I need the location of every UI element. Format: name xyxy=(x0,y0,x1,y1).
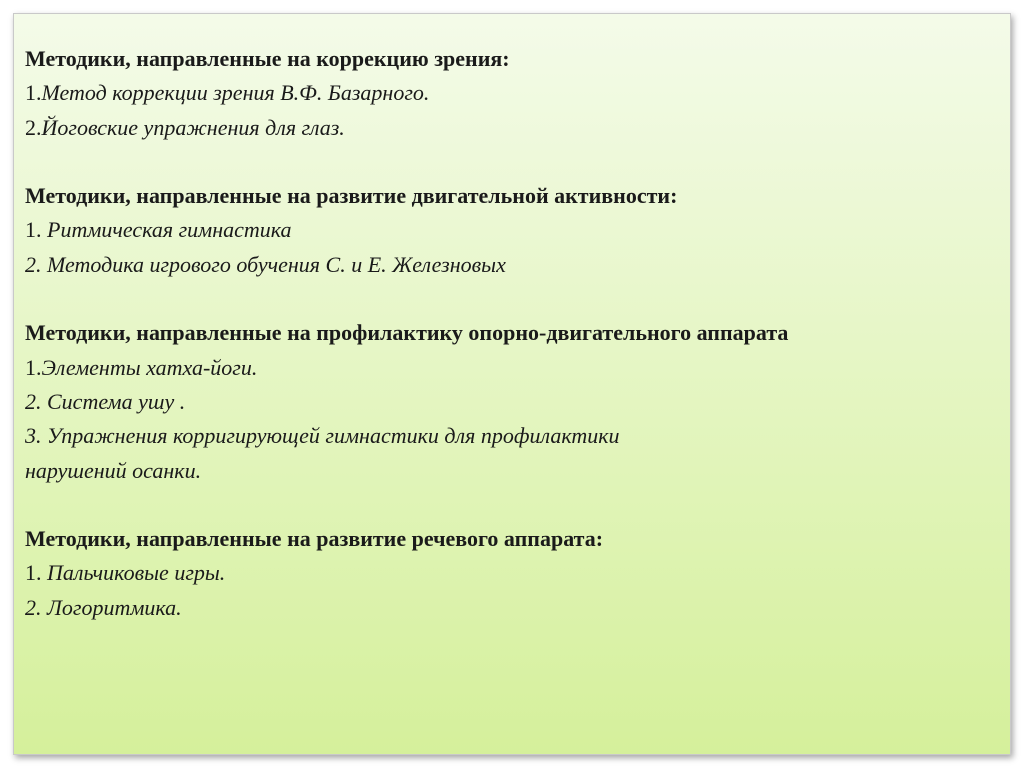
list-item xyxy=(25,454,1010,488)
item-number: 1. xyxy=(25,560,47,586)
item-text: 2. Система ушу . xyxy=(25,388,186,414)
item-number: 2. xyxy=(25,114,42,140)
list-item xyxy=(25,248,1010,282)
spacer xyxy=(25,282,1010,316)
spacer xyxy=(25,145,1010,179)
section-heading-motor: Методики, направленные на развитие двигательной активности: xyxy=(25,183,678,209)
list-item xyxy=(25,111,1010,145)
item-text: нарушений осанки. xyxy=(25,457,202,483)
section-heading-musculoskeletal: Методики, направленные на профилактику опорно-двигательного аппарата xyxy=(25,320,789,346)
item-text: Элементы хатха-йоги. xyxy=(41,354,258,380)
section-heading-speech: Методики, направленные на развитие речевого аппарата: xyxy=(25,526,604,552)
item-text: 3. Упражнения корригирующей гимнастики для профилактики xyxy=(25,423,620,449)
section-heading-vision: Методики, направленные на коррекцию зрения: xyxy=(25,46,510,71)
list-item xyxy=(25,351,1010,385)
list-item xyxy=(25,556,1010,590)
item-text: 2. Методика игрового обучения С. и Е. Железновых xyxy=(25,251,506,277)
list-item xyxy=(25,76,1010,110)
spacer xyxy=(25,488,1010,522)
item-number: 1. xyxy=(25,217,47,243)
list-item xyxy=(25,385,1010,419)
item-number: 1. xyxy=(25,80,42,106)
item-text: Йоговские упражнения для глаз. xyxy=(41,114,345,140)
slide xyxy=(13,13,1011,755)
item-text: Ритмическая гимнастика xyxy=(47,217,292,243)
slide-content xyxy=(25,42,1010,625)
item-text: 2. Логоритмика. xyxy=(25,594,182,620)
list-item xyxy=(25,419,1010,453)
list-item xyxy=(25,213,1010,247)
item-number: 1. xyxy=(25,354,42,380)
list-item xyxy=(25,591,1010,625)
item-text: Метод коррекции зрения В.Ф. Базарного. xyxy=(41,80,430,106)
item-text: Пальчиковые игры. xyxy=(47,560,226,586)
